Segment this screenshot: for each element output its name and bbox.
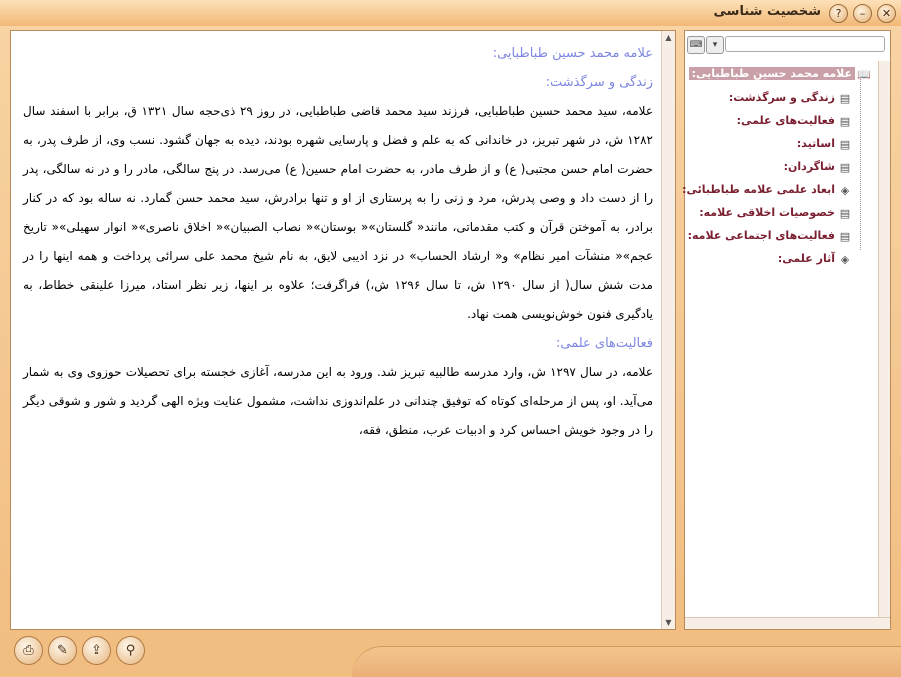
window-title: شخصیت شناسی — [713, 4, 821, 19]
tree-item[interactable]: ▤فعالیت‌های علمی: — [736, 114, 851, 128]
document-icon: ▤ — [839, 91, 851, 105]
tree-item[interactable]: ▤فعالیت‌های اجتماعی علامه: — [687, 229, 851, 243]
minimize-icon[interactable]: – — [853, 4, 872, 23]
toc-tree — [682, 61, 877, 621]
scroll-down-icon[interactable]: ▼ — [665, 618, 672, 627]
scroll-up-icon[interactable]: ▲ — [665, 33, 672, 42]
tree-item[interactable]: ▤زندگی و سرگذشت: — [728, 91, 851, 105]
document-icon: ▤ — [839, 160, 851, 174]
edit-icon[interactable]: ✎ — [48, 636, 77, 665]
search-icon[interactable]: ⚲ — [116, 636, 145, 665]
toc-panel — [684, 30, 891, 630]
document-icon: ▤ — [839, 137, 851, 151]
document-icon: ▤ — [839, 206, 851, 220]
tree-root-item[interactable]: 📖علامه محمد حسین طباطبایی: — [689, 65, 871, 83]
content-panel — [10, 30, 676, 630]
document-icon: ▤ — [839, 114, 851, 128]
title-bar — [0, 0, 901, 27]
section-paragraph: علامه، سید محمد حسین طباطبایی، فرزند سید محمد قاضی طباطبایی، در روز ۲۹ ذی‌حجه سال ۱۳۲۱ ق، برابر با اسفند سال ۱۲۸۲ ش، در شهر تبریز، در خاندانی که به علم و فضل و پارسایی شهره بودند، دیده به جهان گشود. نسب وی، از طرف پدر، به حضرت امام حسن مجتبی( ع) و از طرف مادر، به حضرت امام حسین( ع) می‌رسد. در پنج سالگی، مادر را و در نه سالگی، پدر را از دست داد و وصی پدرش، مرد و زنی را به پرستاری از او و تنها برادرش، سید محمد حسن گمارد. نه ساله بود که در کنار برادر، به آموختن قرآن و کتب مقدماتی، مانند« گلستان»« بوستان»« نصاب الصبیان»« اخلاق ناصری»« انوار سهیلی»« تاریخ عجم»« منشآت امیر نظام» و« ارشاد الحساب» در نزد ادیبی لایق، به نام شیخ محمد علی سرائی پرداخت و همه اینها را در مدت شش سال( از سال ۱۲۹۰ ش، تا سال ۱۲۹۶ ش،) فراگرفت؛ علاوه بر اینها، زیر نظر استاد، میرزا علینقی خطاط، به یادگیری فنون خوش‌نویسی همت نهاد. — [23, 104, 653, 321]
tree-guide-line — [860, 79, 861, 250]
book-icon: 📖 — [857, 67, 871, 81]
closed-book-icon: ◈ — [840, 252, 850, 266]
content-scrollbar[interactable] — [661, 31, 675, 629]
bottom-decoration — [352, 646, 901, 677]
closed-book-icon: ◈ — [840, 183, 850, 197]
tree-item[interactable]: ▤اساتید: — [796, 137, 851, 151]
section-paragraph: علامه، در سال ۱۲۹۷ ش، وارد مدرسه طالبیه تبریز شد. ورود به این مدرسه، آغازی خجسته برای تحصیلات حوزوی وی به شمار می‌آید. او، پس از مرحله‌ای کوتاه که توفیق چندانی در علم‌اندوزی نداشت، مشمول عنایت ویژه الهی گردید و شور و شوقی دیگر را در وجود خویش احساس کرد و ادبیات عرب، منطق، فقه، — [23, 365, 653, 437]
section-heading: علامه محمد حسین طباطبایی: — [492, 46, 653, 61]
article-content — [11, 31, 663, 629]
close-icon[interactable]: ✕ — [877, 4, 896, 23]
toc-vertical-scrollbar[interactable] — [878, 61, 890, 629]
toc-horizontal-scrollbar[interactable] — [685, 617, 890, 629]
section-heading: زندگی و سرگذشت: — [545, 75, 653, 90]
tree-item[interactable]: ▤خصوصیات اخلاقی علامه: — [699, 206, 851, 220]
toc-search-row — [687, 35, 887, 55]
document-icon: ▤ — [839, 229, 851, 243]
keyboard-icon[interactable]: ⌨ — [687, 36, 705, 54]
tree-item[interactable]: ▤شاگردان: — [783, 160, 851, 174]
section-heading: فعالیت‌های علمی: — [555, 336, 653, 351]
help-icon[interactable]: ? — [829, 4, 848, 23]
export-icon[interactable]: ⇪ — [82, 636, 111, 665]
toc-search-input[interactable] — [725, 36, 885, 52]
tree-item[interactable]: ◈ابعاد علمی علامه طباطبائی: — [682, 183, 850, 197]
search-dropdown-icon[interactable]: ▾ — [706, 36, 724, 54]
print-icon[interactable]: ⎙ — [14, 636, 43, 665]
tree-item[interactable]: ◈آثار علمی: — [777, 252, 850, 266]
